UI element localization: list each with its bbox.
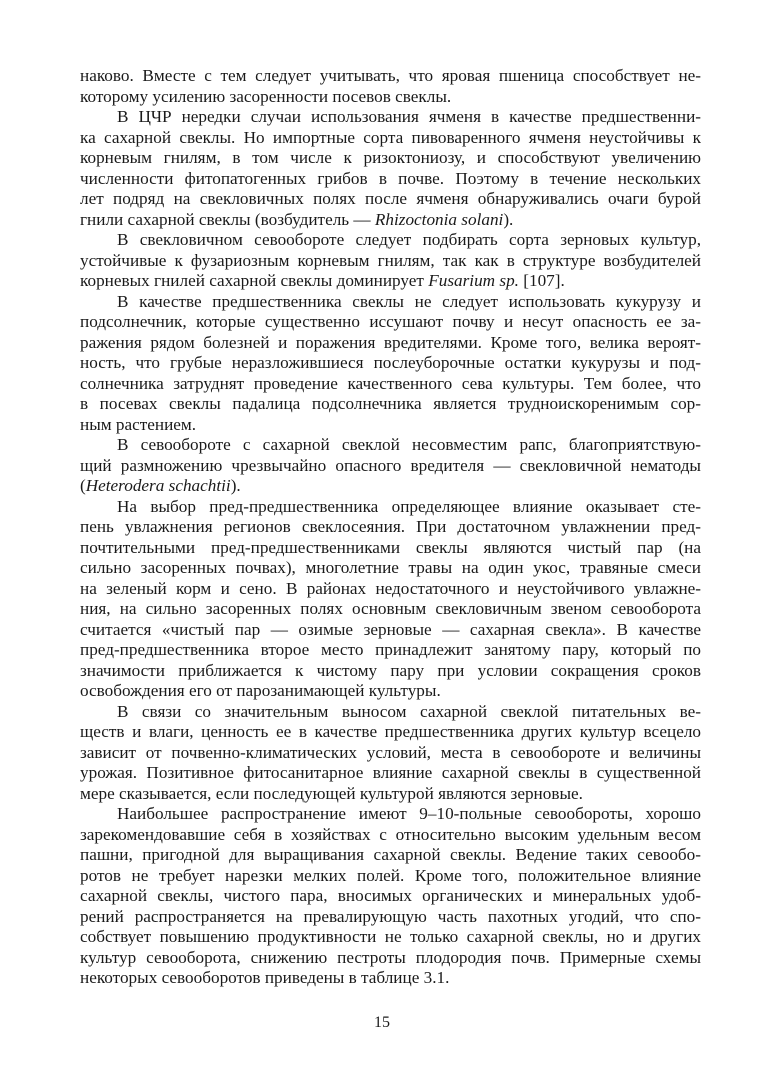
page-body [80, 66, 701, 989]
text-line: почтительными пред-предшественниками свеклы являются чистый пар (на [80, 537, 701, 557]
paragraph [80, 804, 701, 989]
text-segment: ). [503, 209, 514, 229]
text-line: наково. Вместе с тем следует учитывать, что яровая пшеница способствует не- [80, 66, 701, 85]
text-line: устойчивые к фузариозным корневым гнилям, так как в структуре возбудителей [80, 250, 701, 270]
text-line: солнечника затруднят проведение качественного сева культуры. Тем более, что [80, 373, 701, 393]
text-line: сильно засоренных почвах), многолетние травы на один укос, травяные смеси [80, 558, 701, 577]
text-line [80, 476, 701, 497]
text-line: значимости приближается к чистому пару при условии сокращения сроков [80, 660, 701, 680]
text-line: ка сахарной свеклы. Но импортные сорта пивоваренного ячменя неустойчивы к [80, 127, 701, 147]
text-line: ность, что грубые неразложившиеся послеуборочные остатки кукурузы и под- [80, 353, 701, 372]
text-line: культур севооборота, снижению пестроты плодородия почв. Примерные схемы [80, 947, 701, 967]
text-line: мере сказывается, если последующей культурой являются зерновые. [80, 783, 583, 803]
text-line: некоторых севооборотов приведены в таблице 3.1. [80, 968, 450, 987]
text-line: Наибольшее распространение имеют 9–10-польные севообороты, хорошо [117, 804, 701, 823]
page-number: 15 [374, 1014, 390, 1031]
text-line: ществ и влаги, ценность ее в качестве предшественника других культур всецело [80, 722, 701, 741]
text-segment: гнили сахарной свеклы (возбудитель — [80, 209, 375, 229]
text-line: собствует повышению продуктивности не только сахарной свеклы, но и других [80, 927, 701, 946]
paragraph [80, 107, 701, 230]
text-line: пень увлажнения регионов свеклосеяния. При достаточном увлажнении пред- [80, 517, 701, 536]
text-line: зарекомендовавшие себя в хозяйствах с относительно высоким удельным весом [80, 824, 701, 844]
text-line: В качестве предшественника свеклы не следует использовать кукурузу и [117, 291, 701, 311]
text-line: корневым гнилям, в том числе к ризоктониозу, и способствуют увеличению [80, 148, 701, 167]
text-line: В связи со значительным выносом сахарной свеклой питательных ве- [117, 701, 701, 721]
text-line: подсолнечник, которые существенно иссушают почву и несут опасность ее за- [80, 312, 701, 331]
text-line: В свекловичном севообороте следует подбирать сорта зерновых культур, [117, 230, 701, 249]
text-line: освобождения его от парозанимающей культуры. [80, 681, 441, 700]
text-segment: [107]. [518, 271, 565, 290]
italic-term: Fusarium sp. [428, 271, 519, 290]
text-line: сахарной свеклы, чистого пара, вносимых органических и минеральных удоб- [80, 886, 701, 905]
text-line: пашни, пригодной для выращивания сахарной свеклы. Ведение таких севообо- [80, 845, 701, 864]
italic-term: Heterodera schachtii [85, 476, 231, 495]
text-line: лет подряд на свекловичных полях после ячменя обнаруживались очаги бурой [80, 189, 701, 208]
text-line: численности фитопатогенных грибов в почве. Поэтому в течение нескольких [80, 168, 701, 188]
text-line: ния, на сильно засоренных полях основным свекловичным звеном севооборота [80, 599, 701, 618]
text-line: На выбор пред-предшественника определяющее влияние оказывает сте- [117, 496, 701, 516]
paragraph [80, 66, 701, 107]
text-line: пред-предшественника второе место принадлежит занятому пару, который по [80, 640, 701, 659]
text-line [80, 210, 701, 231]
text-line: в посевах свеклы падалица подсолнечника является трудноискоренимым сор- [80, 394, 701, 413]
text-line: ным растением. [80, 414, 197, 434]
text-segment: корневых гнилей сахарной свеклы доминирует [80, 271, 429, 290]
text-line: урожая. Позитивное фитосанитарное влияние сахарной свеклы в существенной [80, 763, 701, 782]
text-line: В севообороте с сахарной свеклой несовместим рапс, благоприятствую- [117, 435, 701, 454]
text-line: рений распространяется на превалирующую часть пахотных угодий, что спо- [80, 906, 701, 926]
text-line: на зеленый корм и сено. В районах недостаточного и неустойчивого увлажне- [80, 578, 701, 598]
text-line: ражения рядом болезней и поражения вредителями. Кроме того, велика вероят- [80, 332, 701, 352]
text-line [80, 271, 701, 292]
italic-term: Rhizoctonia solani [374, 209, 504, 229]
paragraph [80, 702, 701, 805]
text-line: ротов не требует нарезки мелких полей. Кроме того, положительное влияние [80, 865, 701, 885]
text-line: щий размножению чрезвычайно опасного вредителя — свекловичной нематоды [80, 455, 701, 475]
text-segment: ( [80, 476, 86, 495]
paragraph [80, 497, 701, 702]
text-line: которому усилению засоренности посевов свеклы. [80, 86, 452, 106]
paragraph [80, 292, 701, 436]
text-segment: ). [230, 476, 241, 495]
paragraph [80, 435, 701, 497]
paragraph [80, 230, 701, 292]
text-line: считается «чистый пар — озимые зерновые — сахарная свекла». В качестве [80, 619, 701, 639]
text-line: зависит от почвенно-климатических условий, места в севообороте и величины [80, 742, 701, 762]
text-line: В ЦЧР нередки случаи использования ячменя в качестве предшественни- [117, 107, 701, 126]
